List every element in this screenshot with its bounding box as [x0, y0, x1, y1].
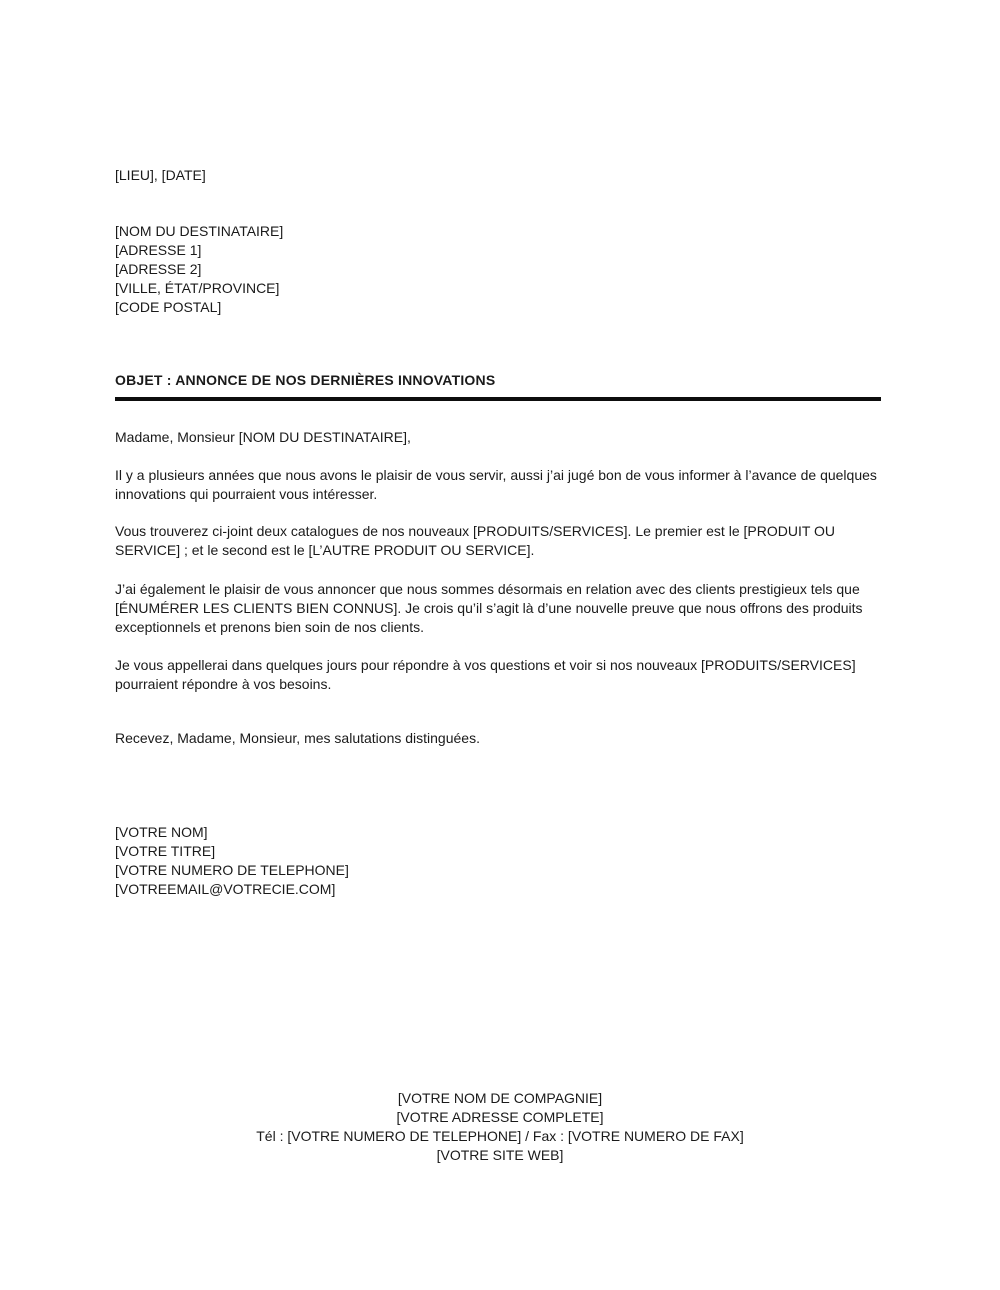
subject-section: [115, 371, 883, 401]
recipient-postal-line: [CODE POSTAL]: [115, 299, 222, 315]
signature-email-line: [VOTREEMAIL@VOTRECIE.COM]: [115, 881, 336, 897]
footer-phone-fax-line: Tél : [VOTRE NUMERO DE TELEPHONE] / Fax : [VOTRE NUMERO DE FAX]: [256, 1128, 744, 1144]
salutation-line: Madame, Monsieur [NOM DU DESTINATAIRE],: [115, 429, 411, 445]
footer-website-line: [VOTRE SITE WEB]: [436, 1147, 564, 1163]
body-paragraph-2: Vous trouverez ci-joint deux catalogues de nos nouveaux [PRODUITS/SERVICES]. Le premier est le [PRODUIT OU SERVICE] ; et le second est le [L’AUTRE PRODUIT OU SERVICE].: [115, 523, 836, 558]
subject-underline-rule: [115, 397, 881, 401]
signature-block: [115, 823, 883, 899]
body-paragraph-1: Il y a plusieurs années que nous avons le plaisir de vous servir, aussi j’ai jugé bon de vous informer à l’avance de quelques innovations qui pourraient vous intéresser.: [115, 467, 877, 502]
body-paragraph-4: Je vous appellerai dans quelques jours pour répondre à vos questions et voir si nos nouveaux [PRODUITS/SERVICES] pourraient répondre à vos besoins.: [115, 657, 856, 692]
subject-line: OBJET : ANNONCE DE NOS DERNIÈRES INNOVATIONS: [115, 372, 496, 388]
footer-address-line: [VOTRE ADRESSE COMPLETE]: [396, 1109, 604, 1125]
footer-company-name-line: [VOTRE NOM DE COMPAGNIE]: [397, 1090, 603, 1106]
recipient-block: [115, 222, 883, 317]
recipient-address2-line: [ADRESSE 2]: [115, 261, 202, 277]
closing-line: Recevez, Madame, Monsieur, mes salutations distinguées.: [115, 730, 480, 746]
signature-name-line: [VOTRE NOM]: [115, 824, 208, 840]
recipient-name-line: [NOM DU DESTINATAIRE]: [115, 223, 284, 239]
date-line: [LIEU], [DATE]: [115, 167, 206, 183]
signature-phone-line: [VOTRE NUMERO DE TELEPHONE]: [115, 862, 349, 878]
signature-title-line: [VOTRE TITRE]: [115, 843, 216, 859]
company-footer-block: [0, 1089, 1000, 1165]
body-paragraph-3: J’ai également le plaisir de vous annoncer que nous sommes désormais en relation avec des clients prestigieux tels que [ÉNUMÉRER LES CLIENTS BIEN CONNUS]. Je crois qu’il s’agit là d’une nouvelle preuve que nous offrons des produits exceptionnels et prenons bien soin de nos clients.: [115, 581, 863, 635]
recipient-city-line: [VILLE, ÉTAT/PROVINCE]: [115, 280, 280, 296]
recipient-address1-line: [ADRESSE 1]: [115, 242, 202, 258]
